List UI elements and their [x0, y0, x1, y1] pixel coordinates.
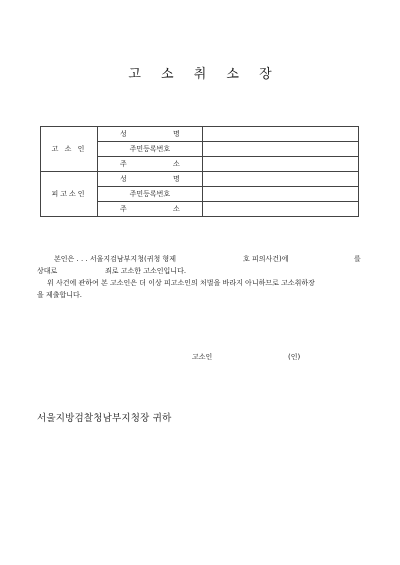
document-title: 고 소 취 소 장: [128, 67, 280, 82]
accused-address-label: 주 소: [98, 202, 203, 217]
accused-name-field[interactable]: [202, 172, 358, 187]
accused-id-field[interactable]: [202, 187, 358, 202]
party-info-table: [40, 126, 359, 217]
body-line-3: 위 사건에 관하여 본 고소인은 더 이상 피고소인의 처벌을 바라지 아니하므로 고소취하장: [47, 279, 315, 287]
accused-name-label: 성 명: [98, 172, 203, 187]
complainant-group-label: 고 소 인: [41, 127, 98, 172]
complainant-id-field[interactable]: [202, 142, 358, 157]
body-line-1-start: 본인은 . . . 서울지검남부지청(귀청 형제: [54, 255, 176, 263]
complainant-name-label: 성 명: [98, 127, 203, 142]
body-line-2-mid: 죄로 고소한 고소인입니다.: [105, 267, 187, 275]
recipient-line: 서울지방검찰청남부지청장 귀하: [37, 413, 172, 424]
body-line-4: 을 제출합니다.: [37, 291, 83, 299]
complainant-address-label: 주 소: [98, 157, 203, 172]
accused-group-label: 피고소인: [41, 172, 98, 217]
signature-label: 고소인: [192, 353, 213, 361]
body-line-2-start: 상대로: [37, 267, 58, 275]
signature-seal: (인): [288, 353, 301, 361]
accused-id-label: 주민등록번호: [98, 187, 203, 202]
complainant-address-field[interactable]: [202, 157, 358, 172]
table-row: [41, 127, 359, 142]
body-line-1-mid: 호 피의사건)에: [243, 255, 289, 263]
complainant-id-label: 주민등록번호: [98, 142, 203, 157]
table-row: [41, 172, 359, 187]
accused-address-field[interactable]: [202, 202, 358, 217]
complainant-name-field[interactable]: [202, 127, 358, 142]
body-line-1-end: 를: [354, 255, 361, 263]
